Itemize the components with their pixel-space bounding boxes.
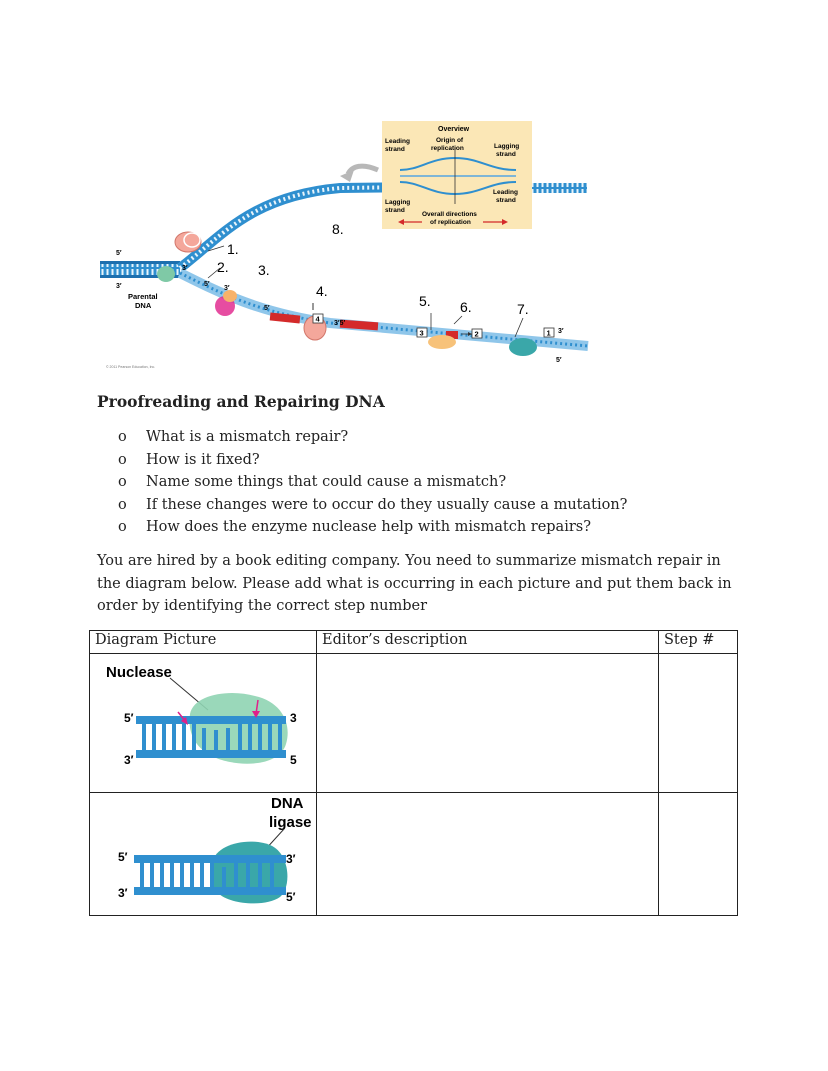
question-text: How does the enzyme nuclease help with mismatch repairs? — [146, 519, 591, 535]
enzyme-label: Nuclease — [106, 664, 172, 681]
parental-dna-label — [128, 292, 158, 310]
nuclease-diagram — [90, 654, 316, 788]
origin-label — [431, 137, 464, 152]
overview-title: Overview — [438, 126, 470, 133]
five-prime-a: 5′ — [204, 281, 210, 288]
bullet: o — [118, 429, 127, 445]
step-number: 2. — [217, 259, 229, 275]
step-cell[interactable] — [659, 654, 738, 793]
label-line: Leading — [385, 138, 410, 145]
origin-line: replication — [431, 145, 464, 152]
question-text: Name some things that could cause a mismatch? — [146, 474, 507, 490]
okazaki-label: 4 — [315, 314, 320, 324]
five-prime-right: 5′ — [556, 357, 562, 364]
okazaki-label: 3 — [419, 328, 424, 338]
dna-pol-i — [428, 335, 456, 349]
directions-label — [422, 211, 477, 226]
bullet: o — [118, 474, 127, 490]
step-number: 5. — [419, 293, 431, 309]
right-top-label: 3 — [290, 711, 297, 725]
step-number: 6. — [460, 299, 472, 315]
right-top-label: 3′ — [286, 852, 296, 866]
bullet: o — [118, 451, 127, 468]
step-number: 4. — [316, 283, 328, 299]
label-line: of replication — [430, 219, 471, 226]
label-line: DNA — [271, 795, 304, 812]
origin-line: Origin of — [436, 137, 464, 144]
label-line: strand — [496, 151, 516, 158]
three-prime-a: 3′ — [182, 265, 188, 272]
okazaki-label: 1 — [546, 328, 551, 338]
label-line: Overall directions — [422, 211, 477, 218]
bullet: o — [118, 496, 127, 513]
three-prime-label: 3′ — [118, 886, 128, 900]
three-prime-label: 3′ — [124, 753, 134, 767]
step-number: 8. — [332, 221, 344, 237]
bullet: o — [118, 519, 127, 535]
question-item — [118, 471, 627, 494]
question-text: If these changes were to occur do they usually cause a mutation? — [146, 496, 628, 513]
okazaki-label: 2 — [474, 329, 479, 339]
five-prime-b: 5′ — [264, 305, 270, 312]
question-item — [118, 426, 627, 449]
enzyme-label — [269, 795, 312, 831]
question-item — [118, 516, 627, 539]
ligase-diagram — [90, 793, 316, 911]
right-bottom-label: 5 — [290, 753, 297, 767]
dna-replication-figure — [100, 118, 590, 378]
label-line: ligase — [269, 814, 312, 831]
leading-bottom-label — [493, 189, 518, 204]
question-text: What is a mismatch repair? — [146, 429, 349, 445]
table-row — [90, 654, 738, 793]
copyright: © 2011 Pearson Education, Inc. — [106, 365, 156, 369]
table-header-row — [90, 631, 738, 654]
section-title: Proofreading and Repairing DNA — [97, 392, 385, 411]
table-row — [90, 793, 738, 916]
right-bottom-label: 5′ — [286, 890, 296, 904]
description-cell[interactable] — [317, 654, 659, 793]
step-number: 1. — [227, 241, 239, 257]
question-item — [118, 494, 627, 517]
question-item — [118, 449, 627, 472]
diagram-cell — [90, 654, 317, 793]
three-prime-left: 3′ — [116, 283, 122, 290]
header-diagram: Diagram Picture — [90, 631, 317, 654]
label-line: Leading — [493, 189, 518, 196]
editor-table — [89, 630, 738, 916]
label-line: Lagging — [494, 143, 520, 150]
label-line: DNA — [135, 301, 152, 310]
step-cell[interactable] — [659, 793, 738, 916]
five-prime-left: 5′ — [116, 250, 122, 257]
step-number: 3. — [258, 262, 270, 278]
label-line: strand — [496, 197, 516, 204]
header-step: Step # — [659, 631, 738, 654]
five-prime-label: 5′ — [118, 850, 128, 864]
label-line: strand — [385, 207, 405, 214]
diagram-cell — [90, 793, 317, 916]
question-list — [118, 426, 627, 539]
topoisomerase — [157, 266, 175, 282]
primer-35-label: 3′5′ — [334, 320, 346, 327]
three-prime-b: 3′ — [224, 285, 230, 292]
question-text: How is it fixed? — [146, 451, 260, 468]
description-cell[interactable] — [317, 793, 659, 916]
instructions: You are hired by a book editing company. You need to summarize mismatch repair in the diagram below. Please add what is occurring in each picture and put them back in order by identifying the correct step number — [97, 553, 732, 614]
label-line: Lagging — [385, 199, 411, 206]
header-description: Editor’s description — [317, 631, 659, 654]
label-line: strand — [385, 146, 405, 153]
label-line: Parental — [128, 292, 158, 301]
three-prime-right: 3′ — [558, 328, 564, 335]
five-prime-label: 5′ — [124, 711, 134, 725]
lagging-top-label — [494, 143, 519, 158]
dna-ligase — [509, 338, 537, 356]
step-number: 7. — [517, 301, 529, 317]
